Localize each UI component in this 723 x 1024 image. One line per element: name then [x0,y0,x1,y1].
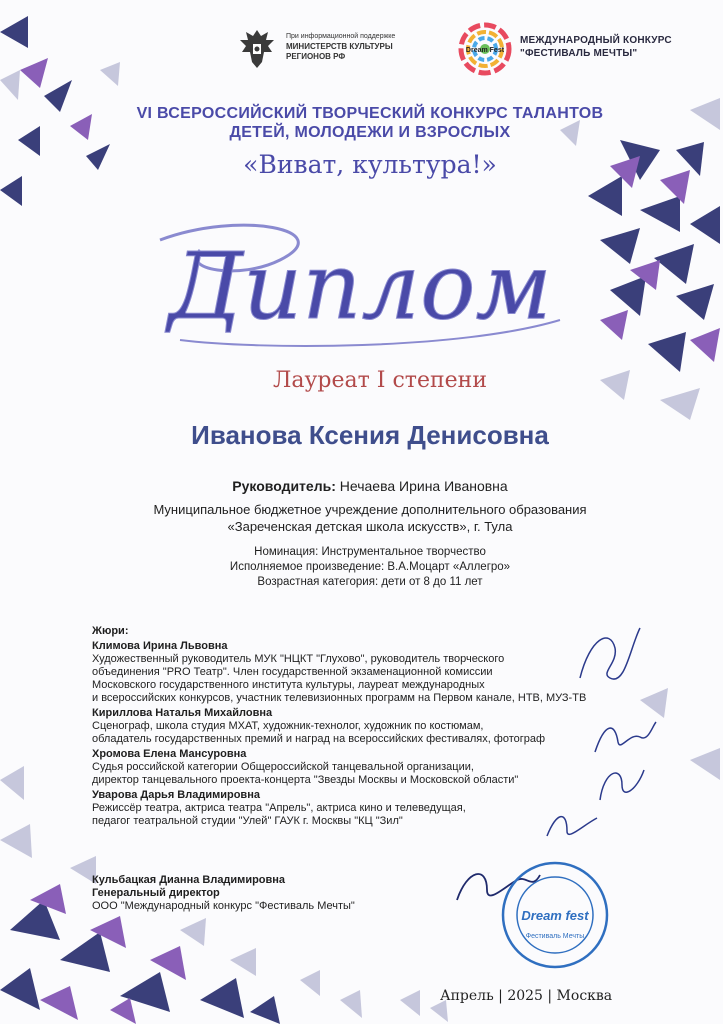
festival-logo-text: Dream Fest [465,47,505,54]
ministry-line2: МИНИСТЕРСТВ КУЛЬТУРЫ [286,42,393,51]
signature-klimova [570,618,650,698]
jury-member [92,748,632,787]
participant-name: Иванова Ксения Денисовна [191,420,549,450]
festival-stamp [500,860,610,970]
diploma-title-text: Диплом [168,233,552,340]
festival-partner-block [456,20,676,80]
contest-name: «Виват, культура!» [243,150,497,179]
leader-label: Руководитель: [232,478,336,494]
footer-date-place: Апрель | 2025 | Москва [440,988,613,1004]
contest-heading [90,104,650,142]
festival-line1: МЕЖДУНАРОДНЫЙ КОНКУРС [520,35,672,46]
organization-line2: «Зареченская детская школа искусств», г. Тула [227,519,513,534]
ministry-line3: РЕГИОНОВ РФ [286,52,346,61]
organization-line1: Муниципальное бюджетное учреждение дополнительного образования [153,502,587,517]
age-category: Возрастная категория: дети от 8 до 11 лет [257,576,483,588]
festival-line2: "ФЕСТИВАЛЬ МЕЧТЫ" [520,48,638,59]
jury-member-desc: Судья российской категории Общероссийской танцевальной организации, директор танцевального проекта-концерта "Звезды Москвы и Московской области" [92,761,519,786]
director-title: Генеральный директор [92,887,220,899]
organization-block [80,501,660,535]
director-block [92,874,355,913]
director-name: Кульбацкая Дианна Владимировна [92,874,286,886]
details-block [80,545,660,590]
stamp-bottom-text: Фестиваль Мечты [525,933,585,940]
director-company: ООО "Международный конкурс "Фестиваль Мечты" [92,900,355,912]
contest-line1: VI ВСЕРОССИЙСКИЙ ТВОРЧЕСКИЙ КОНКУРС ТАЛАНТОВ [136,105,604,122]
nomination: Номинация: Инструментальное творчество [254,546,486,558]
stamp-center-text: Dream fest [521,908,589,923]
ministry-partner-block [236,26,436,72]
ministry-line1: При информационной поддержке [286,33,396,40]
contest-line2: ДЕТЕЙ, МОЛОДЕЖИ И ВЗРОСЛЫХ [229,124,511,141]
jury-member [92,707,632,746]
diploma-title [120,200,600,360]
award-degree: Лауреат I степени [272,368,487,393]
leader-name: Нечаева Ирина Ивановна [339,478,508,494]
dream-fest-logo-icon [456,20,514,78]
jury-title: Жюри: [92,625,129,637]
jury-member [92,640,632,705]
jury-member-desc: Режиссёр театра, актриса театра "Апрель", актриса кино и телеведущая, педагог театральной студии "Улей" ГАУК г. Москвы "КЦ "Зил" [92,802,466,827]
jury-member-name: Уварова Дарья Владимировна [92,789,260,801]
jury-member-name: Хромова Елена Мансуровна [92,748,247,760]
jury-block [92,625,632,830]
leader-line [80,478,660,494]
signature-khromova [592,760,652,810]
jury-member-name: Климова Ирина Львовна [92,640,228,652]
jury-member-desc: Сценограф, школа студия МХАТ, художник-технолог, художник по костюмам, обладатель государственных премий и наград на всероссийских фестивалях, фотограф [92,720,546,745]
signature-uvarova [542,806,602,846]
jury-member-desc: Художественный руководитель МУК "НЦКТ "Глухово", руководитель творческого объединения "PRO Театр". Член государственной экзаменационной комиссии Московского государственного института культуры, лауреат международных и всероссийских конкурсов, участник телевизионных программ на Первом канале, НТВ, МУЗ-ТВ [92,653,587,704]
jury-member-name: Кириллова Наталья Михайловна [92,707,273,719]
signature-kirillova [590,712,660,762]
performed-piece: Исполняемое произведение: В.А.Моцарт «Аллегро» [229,561,511,573]
double-eagle-emblem-icon [236,26,278,72]
